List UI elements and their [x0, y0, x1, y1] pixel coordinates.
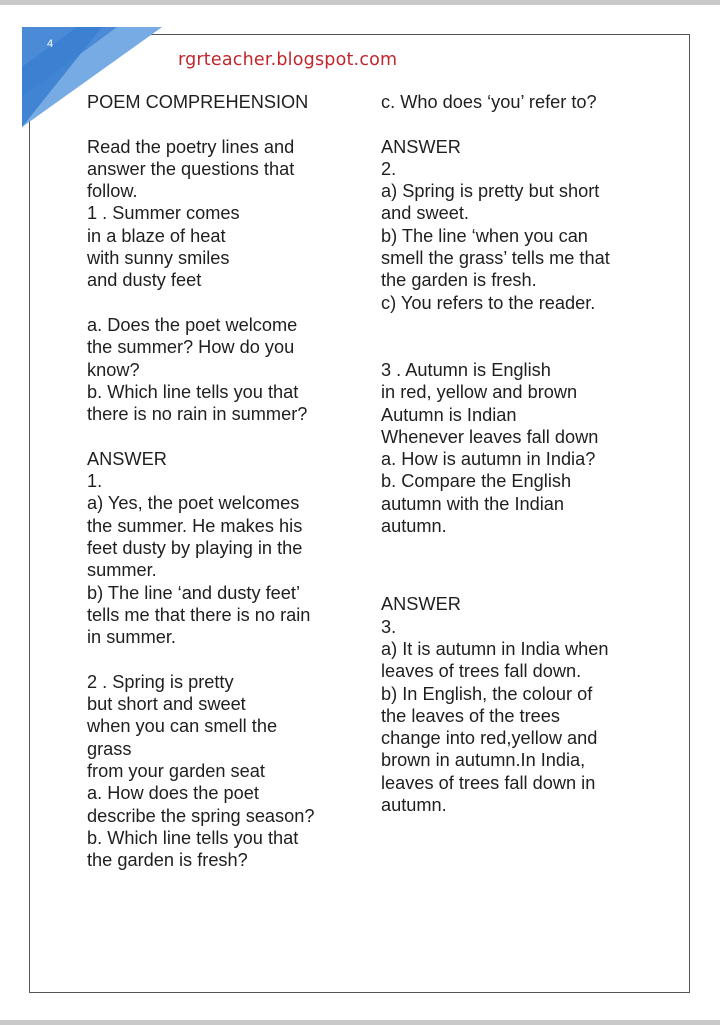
question-line: b. Which line tells you that: [87, 827, 299, 848]
question-line: a. Does the poet welcome: [87, 314, 298, 335]
poem-line: and dusty feet: [87, 270, 202, 291]
intro-line: Read the poetry lines and: [87, 136, 295, 157]
question-line: the summer? How do you: [87, 337, 295, 358]
top-rule: [0, 0, 720, 5]
poem-line: 2 . Spring is pretty: [87, 671, 234, 692]
answer-line: autumn.: [381, 795, 447, 816]
question-line: there is no rain in summer?: [87, 404, 308, 425]
answer-line: tells me that there is no rain: [87, 604, 311, 625]
answer-heading: ANSWER: [381, 136, 461, 157]
page-number: 4: [47, 38, 54, 50]
question-line: know?: [87, 359, 140, 380]
answer-number: 1.: [87, 471, 103, 492]
answer-line: b) The line ‘and dusty feet’: [87, 582, 300, 603]
answer-line: a) Yes, the poet welcomes: [87, 493, 300, 514]
answer-line: leaves of trees fall down in: [381, 772, 596, 793]
answer-line: the garden is fresh.: [381, 270, 537, 291]
question-line: b. Compare the English: [381, 471, 572, 492]
poem-line: with sunny smiles: [87, 248, 230, 269]
answer-line: summer.: [87, 560, 157, 581]
poem-line: from your garden seat: [87, 760, 265, 781]
page-title: POEM COMPREHENSION: [87, 92, 309, 112]
answer-number: 3.: [381, 616, 397, 637]
intro-line: follow.: [87, 181, 138, 202]
poem-line: in red, yellow and brown: [381, 382, 578, 403]
answer-line: b) In English, the colour of: [381, 683, 593, 704]
question-line: autumn with the Indian: [381, 493, 565, 514]
question-line: c. Who does ‘you’ refer to?: [381, 92, 597, 112]
answer-line: a) It is autumn in India when: [381, 638, 609, 659]
question-line: a. How does the poet: [87, 783, 259, 804]
answer-line: a) Spring is pretty but short: [381, 181, 600, 202]
answer-line: smell the grass’ tells me that: [381, 248, 610, 269]
poem-line: 1 . Summer comes: [87, 203, 240, 224]
answer-line: b) The line ‘when you can: [381, 225, 588, 246]
answer-line: leaves of trees fall down.: [381, 661, 582, 682]
answer-line: the leaves of the trees: [381, 705, 560, 726]
question-line: autumn.: [381, 516, 447, 537]
intro-line: answer the questions that: [87, 158, 295, 179]
poem-line: in a blaze of heat: [87, 225, 226, 246]
bottom-rule: [0, 1020, 720, 1025]
poem-line: Autumn is Indian: [381, 404, 517, 425]
site-url[interactable]: rgrteacher.blogspot.com: [178, 50, 398, 70]
answer-line: c) You refers to the reader.: [381, 292, 596, 313]
answer-line: change into red,yellow and: [381, 728, 598, 749]
question-line: a. How is autumn in India?: [381, 449, 596, 470]
poem-line: when you can smell the: [87, 716, 278, 737]
poem-line: grass: [87, 738, 132, 759]
poem-line: Whenever leaves fall down: [381, 426, 599, 447]
question-line: describe the spring season?: [87, 805, 315, 826]
answer-line: feet dusty by playing in the: [87, 537, 303, 558]
question-line: the garden is fresh?: [87, 850, 248, 871]
answer-heading: ANSWER: [87, 448, 167, 469]
right-column: [381, 91, 681, 816]
answer-line: in summer.: [87, 627, 176, 648]
answer-number: 2.: [381, 158, 397, 179]
answer-line: brown in autumn.In India,: [381, 750, 586, 771]
left-column: [87, 91, 357, 871]
poem-line: but short and sweet: [87, 694, 246, 715]
answer-line: the summer. He makes his: [87, 515, 303, 536]
question-line: b. Which line tells you that: [87, 381, 299, 402]
answer-line: and sweet.: [381, 203, 469, 224]
poem-line: 3 . Autumn is English: [381, 359, 551, 380]
answer-heading: ANSWER: [381, 594, 461, 615]
